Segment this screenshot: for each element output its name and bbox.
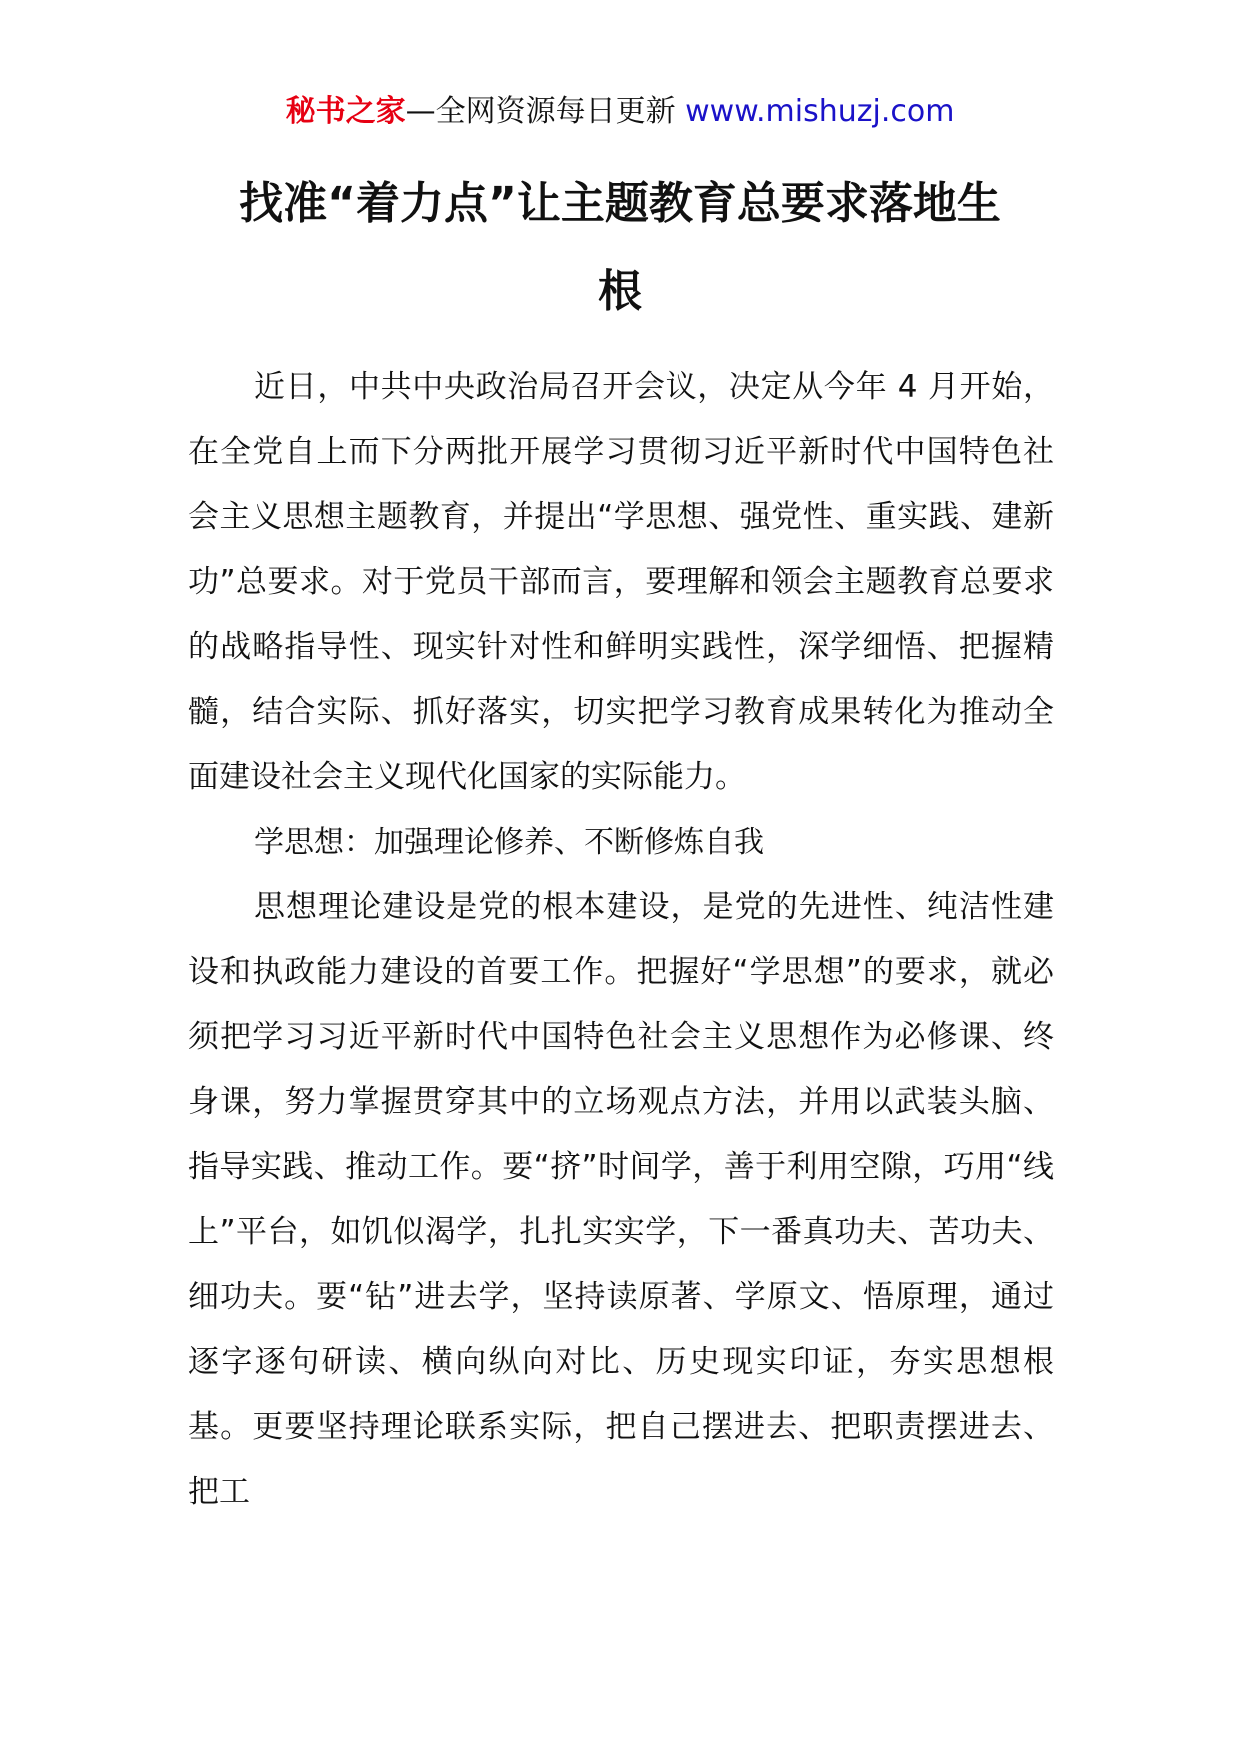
site-tagline: —全网资源每日更新 — [405, 94, 686, 129]
site-brand: 秘书之家 — [285, 94, 406, 129]
document-body — [188, 355, 1054, 1525]
site-url-link[interactable]: www.mishuzj.com — [685, 94, 955, 129]
section-heading: 学思想：加强理论修养、不断修炼自我 — [254, 825, 764, 860]
paragraph-study-thought: 思想理论建设是党的根本建设，是党的先进性、纯洁性建设和执政能力建设的首要工作。把握好“学思想”的要求，就必须把学习习近平新时代中国特色社会主义思想作为必修课、终身课，努力掌握贯穿其中的立场观点方法，并用以武装头脑、指导实践、推动工作。要“挤”时间学，善于利用空隙，巧用“线上”平台，如饥似渴学，扎扎实实学，下一番真功夫、苦功夫、细功夫。要“钻”进去学，坚持读原著、学原文、悟原理，通过逐字逐句研读、横向纵向对比、历史现实印证，夯实思想根基。更要坚持理论联系实际，把自己摆进去、把职责摆进去、把工 — [188, 889, 1054, 1510]
document-title-line-2: 根 — [598, 266, 642, 317]
document-title — [180, 160, 1060, 336]
document-title-line-1: 找准“着力点”让主题教育总要求落地生 — [239, 178, 1001, 229]
site-header — [0, 92, 1240, 132]
paragraph-intro: 近日，中共中央政治局召开会议，决定从今年 4 月开始，在全党自上而下分两批开展学习贯彻习近平新时代中国特色社会主义思想主题教育，并提出“学思想、强党性、重实践、建新功”总要求。对于党员干部而言，要理解和领会主题教育总要求的战略指导性、现实针对性和鲜明实践性，深学细悟、把握精髓，结合实际、抓好落实，切实把学习教育成果转化为推动全面建设社会主义现代化国家的实际能力。 — [188, 369, 1054, 795]
